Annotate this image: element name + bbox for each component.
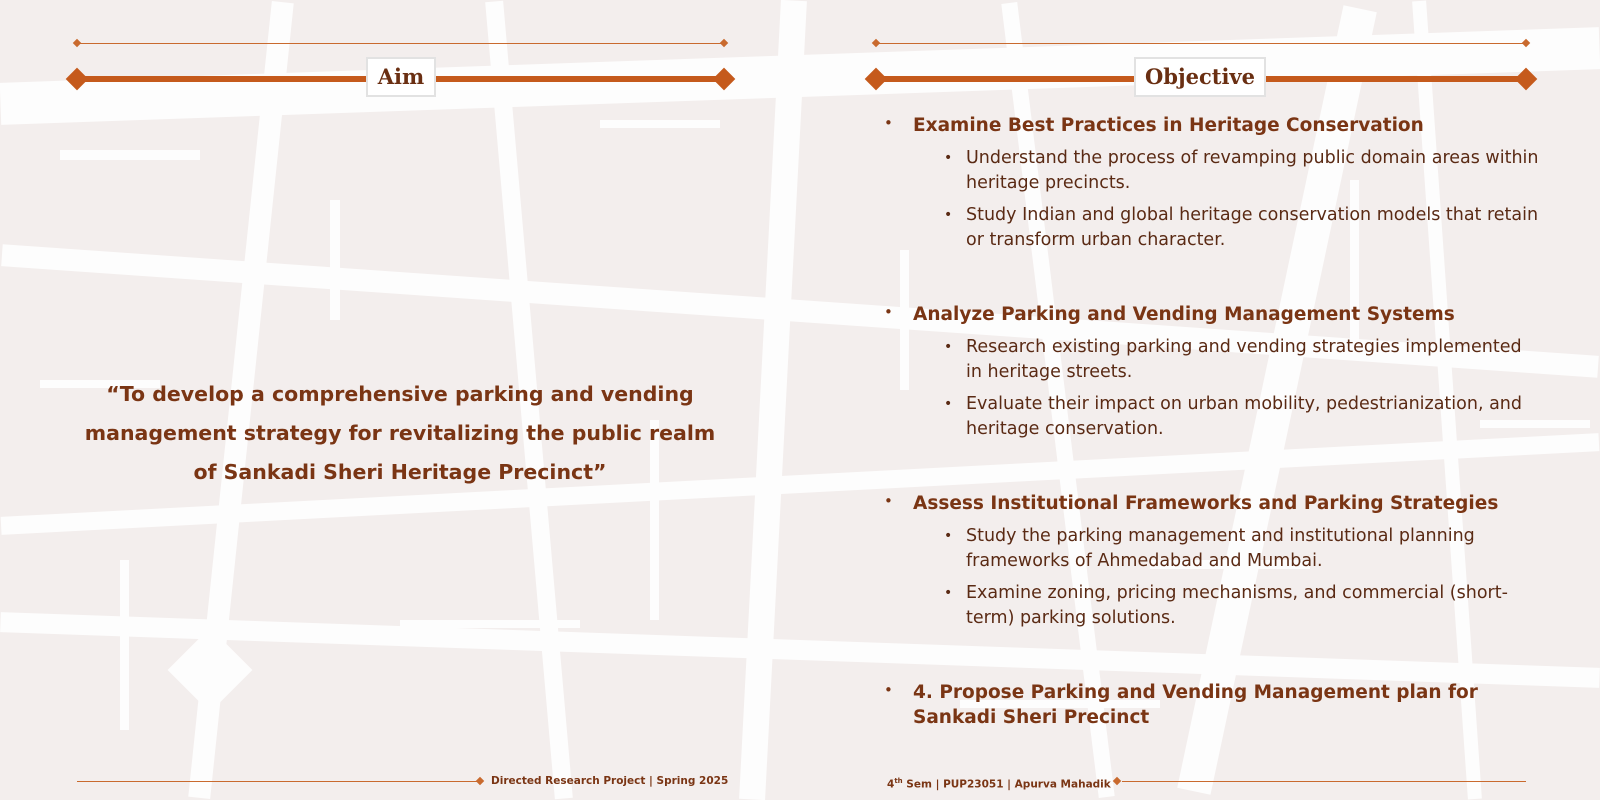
objective-title: Assess Institutional Frameworks and Parking Strategies [913, 493, 1499, 514]
footer-sem-number: 4 [887, 778, 895, 791]
objective-sub-text: Study Indian and global heritage conservation models that retain or transform urban character. [966, 205, 1539, 250]
objective-item [880, 680, 1540, 730]
objective-heading: Objective [1134, 57, 1266, 97]
objective-title: Analyze Parking and Vending Management Systems [913, 304, 1455, 325]
bullet-icon: • [944, 339, 953, 355]
bullet-icon: • [884, 114, 893, 132]
aim-statement: “To develop a comprehensive parking and vending management strategy for revitalizing the public realm of Sankadi Sheri Heritage Precinct” [84, 382, 716, 484]
objective-sub-text: Evaluate their impact on urban mobility, pedestrianization, and heritage conservation. [966, 394, 1523, 439]
objective-sub-item [913, 524, 1540, 574]
footer-author-label [887, 774, 1111, 792]
objective-top-thin-rule [876, 43, 1526, 44]
footer-right-rule [1122, 781, 1526, 782]
footer-left-rule [77, 781, 477, 782]
objective-sub-text: Understand the process of revamping public domain areas within heritage precincts. [966, 148, 1539, 193]
objective-sub-text: Research existing parking and vending strategies implemented in heritage streets. [966, 337, 1522, 382]
objective-sub-item [913, 392, 1540, 442]
objective-sub-item [913, 146, 1540, 196]
objective-item [880, 491, 1540, 631]
footer-sem-suffix: th [894, 777, 903, 785]
bullet-icon: • [944, 585, 953, 601]
aim-top-thin-rule [77, 43, 724, 44]
bullet-icon: • [944, 150, 953, 166]
objective-title: Examine Best Practices in Heritage Conservation [913, 115, 1424, 136]
objective-sub-item [913, 203, 1540, 253]
objectives-list [880, 113, 1540, 730]
objective-sub-item [913, 335, 1540, 385]
objective-sub-item [913, 581, 1540, 631]
bullet-icon: • [944, 528, 953, 544]
footer-project-label: Directed Research Project | Spring 2025 [491, 775, 729, 787]
objective-item [880, 113, 1540, 253]
objective-sub-text: Study the parking management and institutional planning frameworks of Ahmedabad and Mumbai. [966, 526, 1475, 571]
bullet-icon: • [884, 303, 893, 321]
bullet-icon: • [884, 492, 893, 510]
bullet-icon: • [944, 396, 953, 412]
footer-author-text: Sem | PUP23051 | Apurva Mahadik [902, 778, 1111, 791]
objective-item [880, 302, 1540, 442]
objective-sub-text: Examine zoning, pricing mechanisms, and commercial (short-term) parking solutions. [966, 583, 1508, 628]
bullet-icon: • [884, 681, 893, 699]
bullet-icon: • [944, 207, 953, 223]
aim-heading: Aim [366, 57, 436, 97]
objective-title: 4. Propose Parking and Vending Management plan for Sankadi Sheri Precinct [913, 682, 1478, 728]
